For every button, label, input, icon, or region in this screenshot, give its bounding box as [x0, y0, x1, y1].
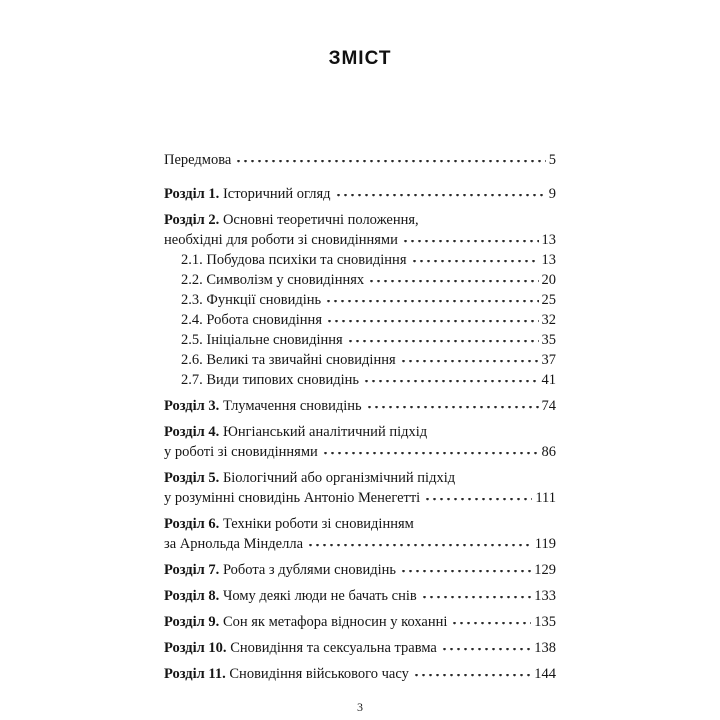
entry-title: Розділ 3. Тлумачення сновидінь	[164, 398, 362, 414]
toc-entry	[164, 586, 556, 606]
entry-page-number: 20	[541, 272, 556, 288]
entry-title: 2.5. Ініціальне сновидіння	[181, 332, 343, 348]
toc-subentry	[164, 350, 556, 370]
dot-leader	[400, 360, 539, 364]
entry-title: 2.2. Символізм у сновидіннях	[181, 272, 365, 288]
dot-leader	[441, 648, 531, 652]
entry-title: Розділ 7. Робота з дублями сновидінь	[164, 562, 397, 578]
dot-leader	[411, 260, 539, 264]
dot-leader	[421, 596, 532, 600]
toc-entry	[164, 514, 556, 554]
entry-title: Розділ 1. Історичний огляд	[164, 186, 331, 202]
toc-subentry	[164, 250, 556, 270]
entry-page-number: 74	[541, 398, 556, 414]
dot-leader	[368, 280, 538, 284]
toc-subentry	[164, 290, 556, 310]
entry-title: Розділ 4. Юнгіанський аналітичний підхід	[164, 424, 428, 440]
entry-page-number: 25	[541, 292, 556, 308]
dot-leader	[413, 674, 531, 678]
dot-leader	[326, 320, 539, 324]
chapter-number: Розділ 9.	[164, 614, 220, 630]
entry-page-number: 129	[534, 562, 556, 578]
entry-page-number: 5	[548, 152, 556, 168]
entry-page-number: 13	[541, 252, 556, 268]
chapter-number: Розділ 4.	[164, 424, 220, 440]
chapter-number: Розділ 6.	[164, 516, 220, 532]
entry-title: Розділ 5. Біологічний або організмічний підхід	[164, 470, 456, 486]
toc-subentry	[164, 310, 556, 330]
entry-page-number: 138	[534, 640, 556, 656]
dot-leader	[400, 570, 531, 574]
toc-entry	[164, 560, 556, 580]
toc-entry	[164, 150, 556, 170]
chapter-number: Розділ 5.	[164, 470, 220, 486]
entry-page-number: 144	[534, 666, 556, 682]
toc-entry	[164, 468, 556, 508]
chapter-number: Розділ 10.	[164, 640, 227, 656]
dot-leader	[235, 160, 545, 164]
dot-leader	[451, 622, 531, 626]
dot-leader	[402, 240, 539, 244]
entry-title-continuation: у роботі зі сновидіннями	[164, 444, 318, 460]
entry-title: Розділ 11. Сновидіння військового часу	[164, 666, 409, 682]
toc-entry	[164, 396, 556, 416]
page-folio-number: 3	[357, 700, 363, 714]
entry-title: Передмова	[164, 152, 232, 168]
entry-title: Розділ 2. Основні теоретичні положення,	[164, 212, 419, 228]
entry-page-number: 13	[541, 232, 556, 248]
entry-page-number: 135	[534, 614, 556, 630]
chapter-number: Розділ 11.	[164, 666, 226, 682]
toc-subentry	[164, 330, 556, 350]
toc-entry	[164, 638, 556, 658]
entry-title: Розділ 9. Сон як метафора відносин у коханні	[164, 614, 448, 630]
toc-entry	[164, 422, 556, 462]
chapter-number: Розділ 7.	[164, 562, 220, 578]
entry-title: 2.4. Робота сновидіння	[181, 312, 322, 328]
entry-title: Розділ 6. Техніки роботи зі сновидінням	[164, 516, 414, 532]
toc-entry	[164, 664, 556, 684]
dot-leader	[307, 544, 532, 548]
entry-title-continuation: необхідні для роботи зі сновидіннями	[164, 232, 398, 248]
entry-title: 2.7. Види типових сновидінь	[181, 372, 359, 388]
dot-leader	[347, 340, 539, 344]
table-of-contents	[164, 150, 556, 684]
chapter-number: Розділ 3.	[164, 398, 220, 414]
entry-title-continuation: за Арнольда Мінделла	[164, 536, 304, 552]
entry-page-number: 86	[541, 444, 556, 460]
entry-title: Розділ 8. Чому деякі люди не бачать снів	[164, 588, 417, 604]
dot-leader	[424, 498, 532, 502]
entry-page-number: 9	[548, 186, 556, 202]
entry-page-number: 41	[541, 372, 556, 388]
entry-page-number: 37	[541, 352, 556, 368]
entry-title: Розділ 10. Сновидіння та сексуальна травма	[164, 640, 437, 656]
toc-entry	[164, 210, 556, 250]
entry-title: 2.1. Побудова психіки та сновидіння	[181, 252, 407, 268]
dot-leader	[366, 406, 539, 410]
page-title: ЗМІСТ	[328, 48, 392, 69]
entry-page-number: 35	[541, 332, 556, 348]
entry-page-number: 119	[534, 536, 556, 552]
entry-page-number: 133	[534, 588, 556, 604]
toc-subentry	[164, 370, 556, 390]
dot-leader	[363, 380, 539, 384]
entry-title: 2.6. Великі та звичайні сновидіння	[181, 352, 396, 368]
toc-entry	[164, 612, 556, 632]
dot-leader	[325, 300, 538, 304]
dot-leader	[335, 194, 546, 198]
entry-page-number: 32	[541, 312, 556, 328]
chapter-number: Розділ 1.	[164, 186, 220, 202]
toc-subentry	[164, 270, 556, 290]
book-page	[164, 0, 556, 715]
dot-leader	[322, 452, 539, 456]
chapter-number: Розділ 8.	[164, 588, 220, 604]
entry-title: 2.3. Функції сновидінь	[181, 292, 322, 308]
entry-page-number: 111	[535, 490, 556, 506]
toc-entry	[164, 184, 556, 204]
entry-title-continuation: у розумінні сновидінь Антоніо Менегетті	[164, 490, 421, 506]
chapter-number: Розділ 2.	[164, 212, 220, 228]
